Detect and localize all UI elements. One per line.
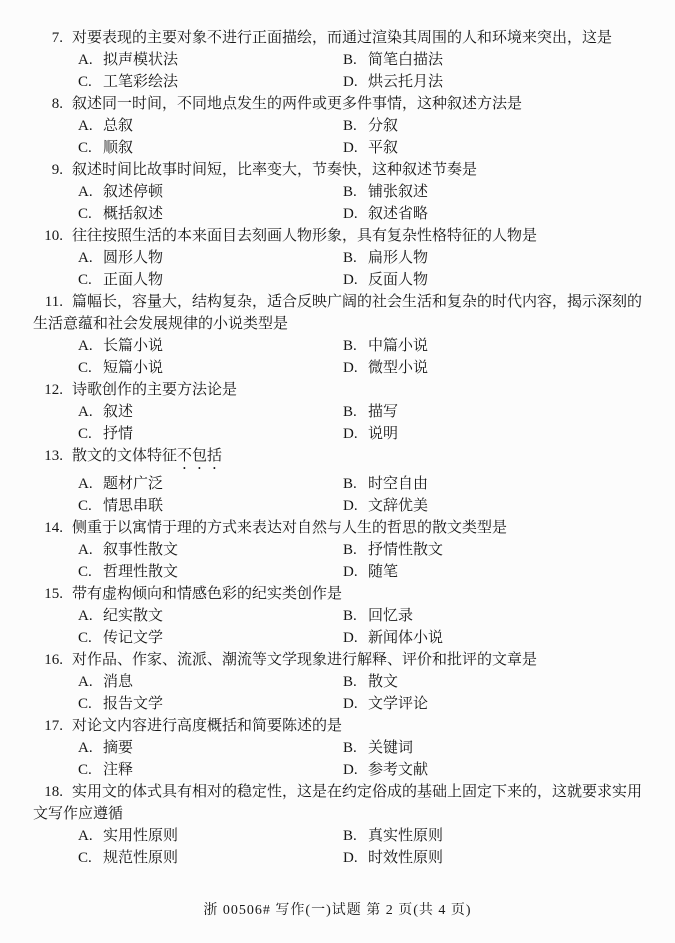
- question-title: [33, 159, 655, 181]
- option-label: D.: [343, 74, 358, 90]
- question-block: [33, 159, 655, 225]
- option-label: A.: [78, 404, 93, 420]
- answer-option: [343, 473, 655, 495]
- question-title: [33, 517, 655, 539]
- question-title: [33, 291, 655, 335]
- question-block: [33, 27, 655, 93]
- answer-option: [78, 693, 343, 715]
- option-text: 短篇小说: [103, 360, 164, 376]
- answer-option: [343, 847, 655, 869]
- option-label: A.: [78, 608, 93, 624]
- answer-option: [343, 335, 655, 357]
- question-block: [33, 781, 655, 869]
- option-label: B.: [343, 740, 357, 756]
- question-block: [33, 517, 655, 583]
- option-label: D.: [343, 630, 358, 646]
- option-text: 消息: [103, 674, 134, 690]
- answer-option: [343, 495, 655, 517]
- question-list: [33, 27, 655, 869]
- option-text: 微型小说: [368, 360, 429, 376]
- option-text: 工笔彩绘法: [103, 74, 179, 90]
- option-text: 摘要: [103, 740, 134, 756]
- answer-option: [78, 539, 343, 561]
- option-text: 时效性原则: [368, 850, 444, 866]
- option-label: B.: [343, 52, 357, 68]
- question-number: 10.: [44, 228, 63, 244]
- question-text: 散文的文体特征: [72, 448, 178, 464]
- option-label: C.: [78, 564, 92, 580]
- option-label: B.: [343, 476, 357, 492]
- option-text: 铺张叙述: [368, 184, 429, 200]
- question-number: 14.: [44, 520, 63, 536]
- answer-option: [78, 473, 343, 495]
- options-grid: [78, 181, 655, 225]
- option-text: 扁形人物: [368, 250, 429, 266]
- question-text: 往往按照生活的本来面目去刻画人物形象，具有复杂性格特征的人物是: [72, 228, 538, 244]
- question-block: [33, 445, 655, 517]
- option-text: 烘云托月法: [368, 74, 444, 90]
- question-title: [33, 27, 655, 49]
- answer-option: [343, 181, 655, 203]
- answer-option: [343, 693, 655, 715]
- option-label: D.: [343, 498, 358, 514]
- option-label: D.: [343, 140, 358, 156]
- answer-option: [343, 759, 655, 781]
- option-label: B.: [343, 404, 357, 420]
- question-title: [33, 225, 655, 247]
- option-label: A.: [78, 674, 93, 690]
- answer-option: [78, 605, 343, 627]
- option-label: C.: [78, 360, 92, 376]
- answer-option: [78, 357, 343, 379]
- option-label: C.: [78, 272, 92, 288]
- question-title: [33, 445, 655, 473]
- option-label: D.: [343, 850, 358, 866]
- option-label: B.: [343, 674, 357, 690]
- question-text: 侧重于以寓情于理的方式来表达对自然与人生的哲思的散文类型是: [72, 520, 508, 536]
- answer-option: [343, 269, 655, 291]
- option-label: D.: [343, 564, 358, 580]
- question-text: 对作品、作家、流派、潮流等文学现象进行解释、评价和批评的文章是: [72, 652, 538, 668]
- answer-option: [78, 137, 343, 159]
- answer-option: [78, 335, 343, 357]
- question-text: 篇幅长，容量大，结构复杂，适合反映广阔的社会生活和复杂的时代内容，揭示深刻的生活意蕴和社会发展规律的小说类型是: [33, 294, 643, 332]
- option-label: C.: [78, 426, 92, 442]
- answer-option: [78, 737, 343, 759]
- answer-option: [343, 423, 655, 445]
- answer-option: [78, 203, 343, 225]
- question-number: 13.: [44, 448, 63, 464]
- options-grid: [78, 49, 655, 93]
- question-number: 12.: [44, 382, 63, 398]
- answer-option: [343, 203, 655, 225]
- option-text: 回忆录: [368, 608, 414, 624]
- option-label: D.: [343, 696, 358, 712]
- answer-option: [78, 423, 343, 445]
- option-label: B.: [343, 184, 357, 200]
- option-label: B.: [343, 828, 357, 844]
- option-text: 分叙: [368, 118, 399, 134]
- option-text: 随笔: [368, 564, 399, 580]
- question-text: 对论文内容进行高度概括和简要陈述的是: [72, 718, 343, 734]
- option-text: 反面人物: [368, 272, 429, 288]
- options-grid: [78, 605, 655, 649]
- option-label: A.: [78, 476, 93, 492]
- option-text: 纪实散文: [103, 608, 164, 624]
- option-text: 实用性原则: [103, 828, 179, 844]
- option-label: D.: [343, 206, 358, 222]
- option-text: 长篇小说: [103, 338, 164, 354]
- answer-option: [343, 49, 655, 71]
- question-title: [33, 715, 655, 737]
- option-text: 中篇小说: [368, 338, 429, 354]
- answer-option: [78, 759, 343, 781]
- answer-option: [343, 137, 655, 159]
- answer-option: [78, 847, 343, 869]
- answer-option: [78, 181, 343, 203]
- option-text: 概括叙述: [103, 206, 164, 222]
- option-label: C.: [78, 630, 92, 646]
- answer-option: [343, 671, 655, 693]
- question-block: [33, 291, 655, 379]
- question-text: 叙述时间比故事时间短，比率变大，节奏快，这种叙述节奏是: [72, 162, 478, 178]
- option-text: 抒情: [103, 426, 134, 442]
- answer-option: [343, 71, 655, 93]
- option-label: B.: [343, 542, 357, 558]
- answer-option: [343, 247, 655, 269]
- option-label: C.: [78, 140, 92, 156]
- question-text: 诗歌创作的主要方法论是: [72, 382, 238, 398]
- option-text: 报告文学: [103, 696, 164, 712]
- answer-option: [78, 401, 343, 423]
- answer-option: [78, 671, 343, 693]
- answer-option: [343, 539, 655, 561]
- question-block: [33, 379, 655, 445]
- answer-option: [78, 71, 343, 93]
- answer-option: [343, 605, 655, 627]
- page-footer: 浙 00506# 写作(一)试题 第 2 页(共 4 页): [203, 903, 472, 918]
- option-label: C.: [78, 206, 92, 222]
- option-label: B.: [343, 118, 357, 134]
- question-number: 11.: [44, 294, 63, 310]
- question-title: [33, 781, 655, 825]
- options-grid: [78, 247, 655, 291]
- question-title: [33, 93, 655, 115]
- option-label: B.: [343, 608, 357, 624]
- question-title: [33, 379, 655, 401]
- option-text: 文学评论: [368, 696, 429, 712]
- option-text: 圆形人物: [103, 250, 164, 266]
- question-block: [33, 93, 655, 159]
- question-title: [33, 649, 655, 671]
- answer-option: [343, 737, 655, 759]
- question-block: [33, 225, 655, 291]
- question-block: [33, 649, 655, 715]
- option-text: 文辞优美: [368, 498, 429, 514]
- option-label: A.: [78, 542, 93, 558]
- option-text: 参考文献: [368, 762, 429, 778]
- option-label: C.: [78, 850, 92, 866]
- option-label: C.: [78, 74, 92, 90]
- answer-option: [343, 115, 655, 137]
- option-text: 正面人物: [103, 272, 164, 288]
- option-text: 新闻体小说: [368, 630, 444, 646]
- question-number: 17.: [44, 718, 63, 734]
- option-text: 注释: [103, 762, 134, 778]
- option-text: 说明: [368, 426, 399, 442]
- answer-option: [78, 627, 343, 649]
- option-label: A.: [78, 52, 93, 68]
- options-grid: [78, 737, 655, 781]
- options-grid: [78, 825, 655, 869]
- option-label: A.: [78, 740, 93, 756]
- option-text: 哲理性散文: [103, 564, 179, 580]
- answer-option: [78, 269, 343, 291]
- question-text: 叙述同一时间，不同地点发生的两件或更多件事情，这种叙述方法是: [72, 96, 523, 112]
- option-label: C.: [78, 762, 92, 778]
- option-text: 题材广泛: [103, 476, 164, 492]
- option-text: 平叙: [368, 140, 399, 156]
- option-label: D.: [343, 426, 358, 442]
- question-text: 实用文的体式具有相对的稳定性，这是在约定俗成的基础上固定下来的，这就要求实用文写作应遵循: [33, 784, 643, 822]
- exam-page: [33, 27, 655, 869]
- option-text: 拟声模状法: [103, 52, 179, 68]
- option-label: B.: [343, 338, 357, 354]
- options-grid: [78, 335, 655, 379]
- option-text: 总叙: [103, 118, 134, 134]
- question-number: 7.: [51, 30, 63, 46]
- option-text: 叙述停顿: [103, 184, 164, 200]
- answer-option: [78, 561, 343, 583]
- answer-option: [78, 495, 343, 517]
- option-label: B.: [343, 250, 357, 266]
- question-number: 16.: [44, 652, 63, 668]
- answer-option: [343, 561, 655, 583]
- options-grid: [78, 115, 655, 159]
- option-text: 时空自由: [368, 476, 429, 492]
- option-text: 情思串联: [103, 498, 164, 514]
- question-number: 18.: [44, 784, 63, 800]
- option-label: A.: [78, 250, 93, 266]
- option-text: 简笔白描法: [368, 52, 444, 68]
- question-text: 对要表现的主要对象不进行正面描绘，而通过渲染其周围的人和环境来突出，这是: [72, 30, 613, 46]
- question-title: [33, 583, 655, 605]
- option-text: 叙事性散文: [103, 542, 179, 558]
- answer-option: [78, 247, 343, 269]
- option-label: A.: [78, 118, 93, 134]
- question-block: [33, 583, 655, 649]
- answer-option: [78, 825, 343, 847]
- question-text: 带有虚构倾向和情感色彩的纪实类创作是: [72, 586, 343, 602]
- question-number: 15.: [44, 586, 63, 602]
- question-number: 8.: [51, 96, 63, 112]
- option-text: 真实性原则: [368, 828, 444, 844]
- options-grid: [78, 671, 655, 715]
- option-label: D.: [343, 272, 358, 288]
- option-text: 叙述省略: [368, 206, 429, 222]
- option-label: D.: [343, 762, 358, 778]
- option-label: A.: [78, 184, 93, 200]
- answer-option: [343, 627, 655, 649]
- question-block: [33, 715, 655, 781]
- answer-option: [78, 115, 343, 137]
- option-label: D.: [343, 360, 358, 376]
- options-grid: [78, 539, 655, 583]
- option-text: 顺叙: [103, 140, 134, 156]
- question-number: 9.: [51, 162, 63, 178]
- options-grid: [78, 473, 655, 517]
- option-text: 叙述: [103, 404, 134, 420]
- option-text: 抒情性散文: [368, 542, 444, 558]
- option-text: 关键词: [368, 740, 414, 756]
- option-text: 规范性原则: [103, 850, 179, 866]
- answer-option: [343, 357, 655, 379]
- question-text-emphasis: 不包括: [177, 448, 223, 464]
- option-label: C.: [78, 696, 92, 712]
- option-label: A.: [78, 828, 93, 844]
- option-text: 传记文学: [103, 630, 164, 646]
- option-text: 散文: [368, 674, 399, 690]
- option-label: C.: [78, 498, 92, 514]
- option-label: A.: [78, 338, 93, 354]
- answer-option: [343, 825, 655, 847]
- options-grid: [78, 401, 655, 445]
- answer-option: [78, 49, 343, 71]
- option-text: 描写: [368, 404, 399, 420]
- answer-option: [343, 401, 655, 423]
